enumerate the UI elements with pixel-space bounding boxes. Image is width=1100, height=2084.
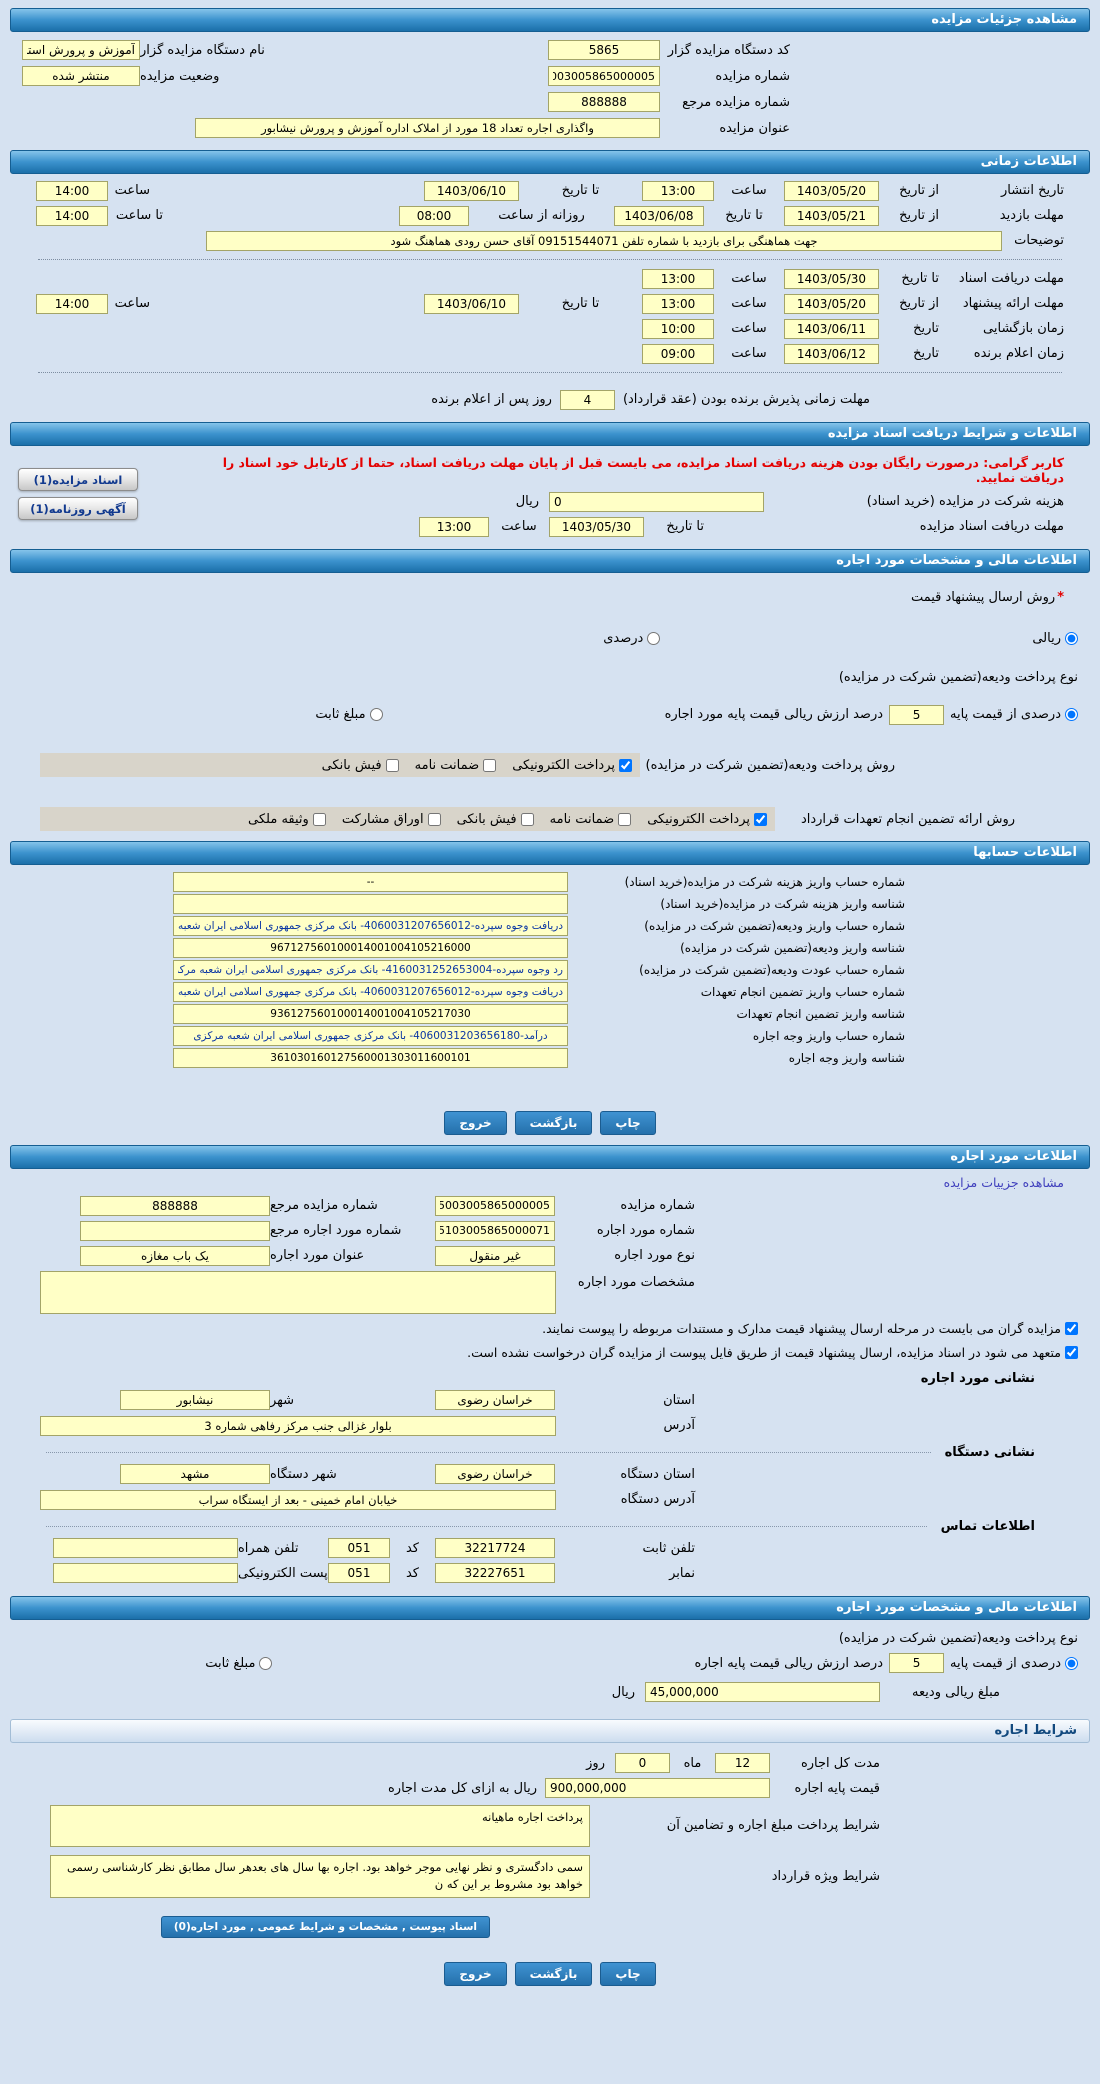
property-collateral-checkbox[interactable]: [313, 813, 326, 826]
option-bank-receipt[interactable]: [457, 812, 534, 827]
hour-label: ساعت: [731, 183, 767, 198]
duration-days-input[interactable]: [615, 1753, 670, 1773]
option-label: ضمانت نامه: [414, 757, 480, 773]
option-fixed-amount[interactable]: [205, 1656, 272, 1671]
auction-no-input[interactable]: [548, 66, 660, 86]
status-input[interactable]: [22, 66, 140, 86]
to-date-label: تا تاریخ: [561, 183, 600, 198]
acceptance-days-input[interactable]: [560, 390, 615, 410]
specs-textarea[interactable]: [40, 1271, 556, 1314]
section-header-timing: اطلاعات زمانی: [10, 150, 1090, 174]
option-electronic-payment[interactable]: [512, 758, 632, 773]
hour-label: ساعت: [731, 321, 767, 336]
daily-from-label: روزانه از ساعت: [498, 208, 585, 223]
option-property-collateral[interactable]: [248, 812, 326, 827]
account-row: [10, 915, 905, 937]
province-label: استان: [663, 1392, 695, 1408]
row-fee: [160, 489, 1090, 514]
electronic-payment-checkbox[interactable]: [619, 759, 632, 772]
row-offer: [10, 291, 1090, 316]
dotted-separator: [38, 372, 1062, 373]
account-label: شماره حساب واریز وجه اجاره: [752, 1029, 905, 1043]
ref-no-input[interactable]: [548, 92, 660, 112]
electronic-payment-checkbox[interactable]: [754, 813, 767, 826]
city-input[interactable]: [120, 1390, 270, 1410]
opening-label: زمان بازگشایی: [983, 321, 1064, 336]
exit-button[interactable]: خروج: [444, 1962, 506, 1986]
option-electronic-payment[interactable]: [647, 812, 767, 827]
row-fax: [10, 1561, 1090, 1586]
account-input[interactable]: [173, 872, 568, 892]
specs-label: مشخصات مورد اجاره: [577, 1275, 695, 1290]
option-participation-bonds[interactable]: [342, 812, 441, 827]
lease-terms-form: [10, 1751, 1090, 1938]
code-label: کد: [405, 1565, 419, 1581]
row-send-method: [10, 585, 1090, 610]
base-percent-suffix: درصد ارزش ریالی قیمت پایه اجاره: [694, 1655, 884, 1671]
option-bank-receipt[interactable]: [322, 758, 399, 773]
publish-from-time-input[interactable]: [642, 181, 714, 201]
option-label: مبلغ ثابت: [315, 707, 366, 722]
subtitle-label: اطلاعات تماس: [940, 1518, 1035, 1534]
visit-from-input[interactable]: [784, 206, 879, 226]
account-label: شناسه واریز ودیعه(تضمین شرکت در مزایده): [680, 941, 905, 955]
docs-main: [160, 446, 1090, 539]
fixed-amount-radio[interactable]: [259, 1657, 272, 1670]
guarantee-letter-checkbox[interactable]: [618, 813, 631, 826]
notes-label: توضیحات: [1014, 233, 1064, 248]
hour-label: ساعت: [731, 271, 767, 286]
fee-unit-label: ریال: [515, 494, 539, 509]
section-header-auction-details: مشاهده جزئیات مزایده: [10, 8, 1090, 32]
row-auction-numbers: [10, 1193, 1090, 1218]
publish-from-input[interactable]: [784, 181, 879, 201]
to-date-label: تا تاریخ: [561, 296, 600, 311]
receive-docs-label: مهلت دریافت اسناد: [958, 271, 1064, 286]
row-item-type: [10, 1243, 1090, 1268]
account-input[interactable]: [173, 1026, 568, 1046]
org-province-label: استان دستگاه: [620, 1466, 695, 1482]
org-address-label: آدرس دستگاه: [620, 1492, 695, 1507]
section-header-financial: اطلاعات مالی و مشخصات مورد اجاره: [10, 549, 1090, 573]
deposit-type-label: نوع پرداخت ودیعه(تضمین شرکت در مزایده): [838, 670, 1078, 685]
account-input[interactable]: [173, 916, 568, 936]
row-org-province-city: [10, 1462, 1090, 1487]
phone-label: تلفن ثابت: [642, 1540, 695, 1556]
row-deposit-type: [10, 665, 1090, 690]
account-label: شناسه واریز وجه اجاره: [788, 1051, 905, 1065]
deposit-amount-input[interactable]: [645, 1682, 880, 1702]
base-price-input[interactable]: [545, 1778, 770, 1798]
account-label: شماره حساب واریز تضمین انجام تعهدات: [700, 985, 905, 999]
auction-no-label: شماره مزایده: [620, 1198, 695, 1213]
email-input[interactable]: [53, 1563, 238, 1583]
row-acceptance: [10, 387, 1090, 412]
option-rial[interactable]: [1032, 631, 1078, 646]
docs-deadline-label: مهلت دریافت اسناد مزایده: [919, 519, 1064, 534]
row-org-address: [10, 1487, 1090, 1513]
item-no-label: شماره مورد اجاره: [596, 1223, 695, 1238]
base-percent-radio[interactable]: [1065, 708, 1078, 721]
account-row: [10, 871, 905, 893]
field-org-code: [548, 40, 790, 60]
field-org-name: [22, 40, 270, 60]
month-label: ماه: [683, 1755, 702, 1771]
row-view-link: [10, 1169, 1090, 1193]
winner-time-input[interactable]: [642, 344, 714, 364]
auction-docs-button[interactable]: اسناد مزایده(1): [18, 468, 138, 491]
option-label: پرداخت الکترونیکی: [647, 811, 750, 827]
phone-input[interactable]: [435, 1538, 555, 1558]
org-address-input[interactable]: [40, 1490, 556, 1510]
row-specs: [10, 1268, 1090, 1317]
until-hour-label: تا ساعت: [115, 208, 163, 223]
visit-label: مهلت بازدید: [999, 208, 1064, 223]
print-button[interactable]: چاپ: [600, 1962, 655, 1986]
item-ref-input[interactable]: [80, 1221, 270, 1241]
mobile-input[interactable]: [53, 1538, 238, 1558]
account-input[interactable]: [173, 1004, 568, 1024]
row-receive-docs: [10, 266, 1090, 291]
field-status: [22, 66, 270, 86]
special-terms-textarea[interactable]: [50, 1855, 590, 1898]
dotted-separator: [38, 259, 1062, 260]
row-ref-no: [22, 90, 790, 114]
visit-from-time-input[interactable]: [399, 206, 469, 226]
phone-code-input[interactable]: [328, 1538, 390, 1558]
row-notes: [10, 228, 1090, 253]
financial-form: [10, 585, 1090, 831]
option-label: وثیقه ملکی: [248, 811, 309, 827]
option-percent[interactable]: [603, 631, 660, 646]
fixed-amount-radio[interactable]: [370, 708, 383, 721]
to-date-label: تا تاریخ: [666, 519, 704, 534]
org-code-input[interactable]: [548, 40, 660, 60]
org-code-label: کد دستگاه مزایده گزار: [667, 42, 790, 58]
guarantee-method-label: روش ارائه تضمین انجام تعهدات قرارداد: [800, 811, 1015, 827]
row-special-terms: [10, 1851, 1090, 1902]
pay-method-band: [40, 753, 640, 777]
general-info-form: [22, 38, 790, 140]
org-city-label: شهر دستگاه: [270, 1466, 337, 1482]
timing-form: [10, 178, 1090, 412]
guarantee-letter-checkbox[interactable]: [483, 759, 496, 772]
option-label: مزایده گران می بایست در مرحله ارسال پیشنهاد قیمت مدارک و مستندات مربوطه را پیوست نمایند.: [542, 1321, 1061, 1336]
option-fixed-amount[interactable]: [315, 707, 382, 722]
fax-label: نمابر: [669, 1565, 695, 1581]
action-buttons-bottom: [10, 1962, 1090, 1986]
attachments-button[interactable]: اسناد پیوست , مشخصات و شرایط عمومی , مورد اجاره(0): [161, 1916, 490, 1938]
account-row: [10, 1047, 905, 1069]
required-star: *: [1057, 590, 1064, 605]
base-percent-radio[interactable]: [1065, 1657, 1078, 1670]
payment-terms-label: شرایط پرداخت مبلغ اجاره و تضامین آن: [666, 1818, 880, 1834]
account-label: شماره حساب عودت ودیعه(تضمین شرکت در مزایده): [639, 963, 905, 977]
payment-terms-textarea[interactable]: [50, 1805, 590, 1848]
row-attachments: [10, 1902, 1090, 1938]
no-attach-commitment-checkbox[interactable]: [1065, 1346, 1078, 1359]
account-row: [10, 893, 905, 915]
item-ref-label: شماره مورد اجاره مرجع: [270, 1223, 402, 1238]
subject-input[interactable]: [195, 118, 660, 138]
row-auction-no: [22, 64, 790, 88]
account-input[interactable]: [173, 982, 568, 1002]
deposit-type-options: [10, 702, 1090, 727]
account-row: [10, 937, 905, 959]
row-docs-deadline: [160, 514, 1090, 539]
item-title-label: عنوان مورد اجاره: [270, 1248, 365, 1263]
option-label: پرداخت الکترونیکی: [512, 757, 615, 773]
guarantee-method-band: [40, 807, 775, 831]
opening-time-input[interactable]: [642, 319, 714, 339]
fee-input[interactable]: [549, 492, 764, 512]
option-label: ریالی: [1032, 631, 1061, 646]
base-percent-suffix: درصد ارزش ریالی قیمت پایه مورد اجاره: [664, 707, 884, 722]
section-header-rental-item: اطلاعات مورد اجاره: [10, 1145, 1090, 1169]
mobile-label: تلفن همراه: [238, 1540, 299, 1556]
hour-label: ساعت: [114, 296, 150, 311]
row-attach-required: [10, 1317, 1090, 1341]
row-item-numbers: [10, 1218, 1090, 1243]
day-label: روز: [586, 1755, 605, 1771]
acceptance-label: مهلت زمانی پذیرش برنده بودن (عقد قرارداد): [622, 392, 870, 407]
base-percent-input[interactable]: [889, 705, 944, 725]
row-org: [22, 38, 790, 62]
docs-deadline-time-input[interactable]: [419, 517, 489, 537]
hour-label: ساعت: [731, 346, 767, 361]
offer-from-time-input[interactable]: [642, 294, 714, 314]
special-terms-label: شرایط ویژه قرارداد: [771, 1868, 880, 1884]
account-input[interactable]: [173, 1048, 568, 1068]
option-label: ضمانت نامه: [549, 811, 615, 827]
financial-item-form: [10, 1626, 1090, 1705]
org-province-input[interactable]: [435, 1464, 555, 1484]
fax-code-input[interactable]: [328, 1563, 390, 1583]
base-percent-input[interactable]: [889, 1653, 944, 1673]
docs-deadline-date-input[interactable]: [549, 517, 644, 537]
option-base-percent[interactable]: [950, 707, 1078, 722]
from-date-label: از تاریخ: [899, 296, 939, 311]
section-header-lease-terms: شرایط اجاره: [10, 1719, 1090, 1743]
option-label: درصدی از قیمت پایه: [950, 1655, 1061, 1671]
section-header-docs: اطلاعات و شرایط دریافت اسناد مزایده: [10, 422, 1090, 446]
city-label: شهر: [270, 1392, 295, 1408]
print-button[interactable]: چاپ: [600, 1111, 655, 1135]
row-address: [10, 1413, 1090, 1439]
hour-label: ساعت: [731, 296, 767, 311]
docs-warning-text: کاربر گرامی: درصورت رایگان بودن هزینه دریافت اسناد مزایده، می بایست قبل از پایان مهلت دریافت اسناد، حتما از کارتابل خود اسناد را دریافت نمایید.: [222, 455, 1064, 485]
notes-input[interactable]: [206, 231, 1002, 251]
option-no-attach-commitment[interactable]: [467, 1345, 1078, 1360]
status-label: وضعیت مزایده: [140, 68, 220, 84]
account-label: شناسه واریز تضمین انجام تعهدات: [736, 1007, 905, 1021]
winner-date-input[interactable]: [784, 344, 879, 364]
dotted-separator: [46, 1452, 931, 1453]
date-label: تاریخ: [913, 346, 939, 361]
winner-label: زمان اعلام برنده: [973, 346, 1064, 361]
option-label: درصدی از قیمت پایه: [950, 707, 1061, 722]
newspaper-ad-button[interactable]: آگهی روزنامه(1): [18, 497, 138, 520]
option-label: مبلغ ثابت: [205, 1655, 256, 1671]
row-opening: [10, 316, 1090, 341]
org-city-input[interactable]: [120, 1464, 270, 1484]
option-base-percent[interactable]: [950, 1656, 1078, 1671]
item-no-input[interactable]: [435, 1221, 555, 1241]
account-label: شماره حساب واریز ودیعه(تضمین شرکت در مزایده): [644, 919, 905, 933]
base-price-suffix: ریال به ازای کل مدت اجاره: [388, 1780, 537, 1796]
account-label: شماره حساب واریز هزینه شرکت در مزایده(خرید اسناد): [624, 875, 905, 889]
account-row: [10, 1003, 905, 1025]
base-price-label: قیمت پایه اجاره: [794, 1780, 880, 1796]
acceptance-suffix: روز پس از اعلام برنده: [431, 392, 552, 407]
row-subject: [22, 116, 790, 140]
duration-months-input[interactable]: [715, 1753, 770, 1773]
publish-to-input[interactable]: [424, 181, 519, 201]
account-input[interactable]: [173, 938, 568, 958]
to-date-label: تا تاریخ: [725, 208, 763, 223]
docs-form: [10, 446, 1090, 539]
field-auction-no: [548, 66, 790, 86]
publish-to-time-input[interactable]: [36, 181, 108, 201]
row-deposit-type: [10, 1626, 1090, 1651]
rial-radio[interactable]: [1065, 632, 1078, 645]
from-date-label: از تاریخ: [899, 208, 939, 223]
send-method-label: روش ارسال پیشنهاد قیمت: [910, 590, 1056, 605]
participation-bonds-checkbox[interactable]: [428, 813, 441, 826]
auction-ref-label: شماره مزایده مرجع: [270, 1198, 378, 1213]
row-base-price: [10, 1776, 1090, 1801]
exit-button[interactable]: خروج: [444, 1111, 506, 1135]
org-name-input[interactable]: [22, 40, 140, 60]
to-date-label: تا تاریخ: [901, 271, 939, 286]
row-deposit-amount: [10, 1680, 1090, 1705]
email-label: پست الکترونیکی: [238, 1565, 328, 1581]
duration-label: مدت کل اجاره: [800, 1755, 880, 1771]
account-row: [10, 959, 905, 981]
bank-receipt-checkbox[interactable]: [386, 759, 399, 772]
row-publish: [10, 178, 1090, 203]
auction-no-input[interactable]: [435, 1196, 555, 1216]
dotted-separator: [46, 1526, 927, 1527]
row-visit: [10, 203, 1090, 228]
offer-to-time-input[interactable]: [36, 294, 108, 314]
field-ref-no: [548, 92, 790, 112]
send-method-options: [10, 626, 1090, 651]
rental-address-title: [10, 1365, 1090, 1388]
org-address-title: [10, 1439, 1090, 1462]
item-type-input[interactable]: [435, 1246, 555, 1266]
offer-from-input[interactable]: [784, 294, 879, 314]
hour-label: ساعت: [501, 519, 537, 534]
address-label: آدرس: [663, 1418, 695, 1433]
section-header-accounts: اطلاعات حسابها: [10, 841, 1090, 865]
org-name-label: نام دستگاه مزایده گزار: [140, 42, 265, 58]
row-duration: [10, 1751, 1090, 1776]
account-input[interactable]: [173, 894, 568, 914]
back-button[interactable]: بازگشت: [515, 1111, 593, 1135]
receive-docs-to-input[interactable]: [784, 269, 879, 289]
province-input[interactable]: [435, 1390, 555, 1410]
ref-no-label: شماره مزایده مرجع: [682, 94, 790, 110]
row-province-city: [10, 1388, 1090, 1413]
deposit-amount-label: مبلغ ریالی ودیعه: [912, 1684, 1000, 1700]
publish-label: تاریخ انتشار: [1001, 183, 1064, 198]
row-no-attach-commitment: [10, 1341, 1090, 1365]
fee-label: هزینه شرکت در مزایده (خرید اسناد): [866, 494, 1064, 509]
offer-label: مهلت ارائه پیشنهاد: [962, 296, 1064, 311]
item-type-label: نوع مورد اجاره: [614, 1248, 695, 1263]
from-date-label: از تاریخ: [899, 183, 939, 198]
deposit-unit-label: ریال: [611, 1684, 635, 1700]
attach-required-checkbox[interactable]: [1065, 1322, 1078, 1335]
account-row: [10, 981, 905, 1003]
fax-input[interactable]: [435, 1563, 555, 1583]
visit-to-time-input[interactable]: [36, 206, 108, 226]
deposit-type-label: نوع پرداخت ودیعه(تضمین شرکت در مزایده): [838, 1630, 1078, 1646]
account-row: [10, 1025, 905, 1047]
code-label: کد: [405, 1540, 419, 1556]
auction-ref-input[interactable]: [80, 1196, 270, 1216]
row-guarantee-method: [10, 807, 1015, 831]
visit-to-input[interactable]: [614, 206, 704, 226]
address-input[interactable]: [40, 1416, 556, 1436]
opening-date-input[interactable]: [784, 319, 879, 339]
receive-docs-time-input[interactable]: [642, 269, 714, 289]
item-title-input[interactable]: [80, 1246, 270, 1266]
option-label: اوراق مشارکت: [341, 811, 424, 827]
option-label: درصدی: [603, 631, 644, 646]
contact-title: [10, 1513, 1090, 1536]
subject-label: عنوان مزایده: [719, 120, 790, 136]
action-buttons: [10, 1111, 1090, 1135]
rental-item-form: [10, 1169, 1090, 1586]
account-input[interactable]: [173, 960, 568, 980]
row-winner: [10, 341, 1090, 366]
pay-method-label: روش پرداخت ودیعه(تضمین شرکت در مزایده): [645, 757, 895, 773]
offer-to-input[interactable]: [424, 294, 519, 314]
auction-no-label: شماره مزایده: [715, 68, 790, 84]
hour-label: ساعت: [114, 183, 150, 198]
option-label: فیش بانکی: [321, 757, 382, 773]
subtitle-label: نشانی دستگاه: [944, 1444, 1035, 1460]
section-header-financial-item: اطلاعات مالی و مشخصات مورد اجاره: [10, 1596, 1090, 1620]
account-label: شناسه واریز هزینه شرکت در مزایده(خرید اسناد): [660, 897, 905, 911]
subtitle-label: نشانی مورد اجاره: [920, 1370, 1035, 1386]
accounts-form: [10, 871, 1090, 1069]
row-phone: [10, 1536, 1090, 1561]
percent-radio[interactable]: [647, 632, 660, 645]
option-label: متعهد می شود در اسناد مزایده، ارسال پیشنهاد قیمت از طریق فایل پیوست از مزایده گران درخواست نشده است.: [467, 1345, 1061, 1360]
row-pay-method: [10, 753, 895, 777]
row-payment-terms: [10, 1801, 1090, 1852]
docs-buttons: [10, 446, 160, 520]
option-guarantee-letter[interactable]: [415, 758, 497, 773]
bank-receipt-checkbox[interactable]: [521, 813, 534, 826]
view-auction-details-link[interactable]: مشاهده جزییات مزایده: [943, 1175, 1064, 1190]
deposit-type-options: [10, 1651, 1090, 1676]
option-guarantee-letter[interactable]: [550, 812, 632, 827]
option-label: فیش بانکی: [456, 811, 517, 827]
date-label: تاریخ: [913, 321, 939, 336]
back-button[interactable]: بازگشت: [515, 1962, 593, 1986]
option-attach-required[interactable]: [542, 1321, 1078, 1336]
